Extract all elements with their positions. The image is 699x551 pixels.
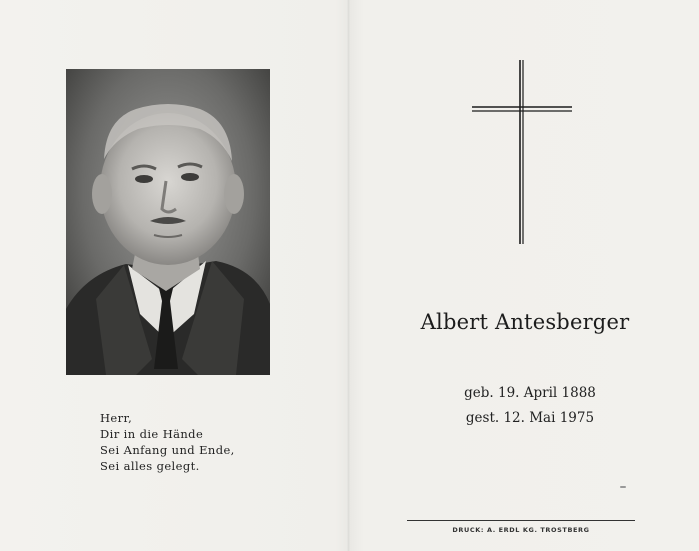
life-dates <box>380 381 680 431</box>
portrait-photo <box>66 69 270 375</box>
printer-credit: DRUCK: A. ERDL KG. TROSTBERG <box>452 526 590 534</box>
paper-speck <box>620 486 626 488</box>
verse-line: Sei alles gelegt. <box>100 459 200 473</box>
verse-line: Dir in die Hände <box>100 427 204 441</box>
verse-line: Sei Anfang und Ende, <box>100 443 235 457</box>
card-fold <box>347 0 350 551</box>
verse-line: Herr, <box>100 411 133 425</box>
cross-icon <box>470 60 574 244</box>
birth-date: geb. 19. April 1888 <box>464 385 596 401</box>
footer-rule <box>407 520 635 521</box>
verse <box>100 410 235 474</box>
deceased-name: Albert Antesberger <box>420 310 630 334</box>
death-date: gest. 12. Mai 1975 <box>465 410 595 426</box>
